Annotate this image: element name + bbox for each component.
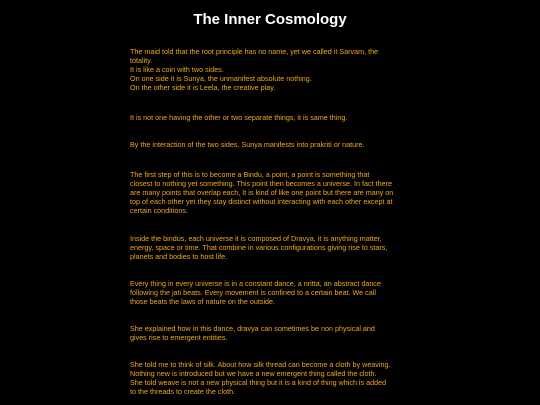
paragraph-6 [130,279,412,306]
text-line: closest to nothing yet something. This point then becomes a universe. In fact there [130,179,392,188]
text-line: Nothing new is introduced but we have a new emergent thing called the cloth. [130,369,377,378]
text-line: top of each other yet they stay distinct without interacting with each other except at [130,197,393,206]
text-line: The first step of this is to become a Bindu, a point, a point is something that [130,170,370,179]
text-line: certain conditions. [130,206,188,215]
text-line: It is not one having the other or two separate things, it is same thing. [130,113,348,122]
text-line: planets and bodies to host life. [130,252,228,261]
text-line: following the jati beats. Every movement is confined to a certain beat. We call [130,288,376,297]
text-line: She told weave is not a new physical thing but it is a kind of thing which is added [130,378,387,387]
text-line: On one side it is Sunya, the unmanifest absolute nothing. [130,74,312,83]
text-line: The maid told that the root principle has no name, yet we called it Sarvam, the [130,47,379,56]
text-line: energy, space or time. That combine in various configurations giving rise to stars, [130,243,388,252]
text-line: On the other side it is Leela, the creative play. [130,83,276,92]
text-line: Inside the bindus, each universe it is composed of Dravya, it is anything matter, [130,234,382,243]
paragraph-3 [130,140,412,149]
paragraph-1 [130,47,412,92]
paragraph-7 [130,324,412,342]
text-line: She explained how in this dance, dravya can sometimes be non physical and [130,324,375,333]
text-line: are many points that overlap each, It is kind of like one point but there are many on [130,188,394,197]
text-line: It is like a coin with two sides. [130,65,224,74]
text-line: By the interaction of the two sides, Sunya manifests into prakriti or nature. [130,140,365,149]
text-line: those beats the laws of nature on the outside. [130,297,276,306]
paragraph-8 [130,360,412,396]
paragraph-5 [130,234,412,261]
text-line: Every thing in every universe is in a constant dance, a nritta, an abstract dance [130,279,381,288]
text-line: totality. [130,56,153,65]
text-line: gives rise to emergent entities. [130,333,228,342]
text-line: She told me to think of silk. About how silk thread can become a cloth by weaving. [130,360,391,369]
page-title: The Inner Cosmology [193,11,347,28]
paragraph-2 [130,113,412,122]
paragraph-4 [130,170,412,215]
text-line: to the threads to create the cloth. [130,387,236,396]
